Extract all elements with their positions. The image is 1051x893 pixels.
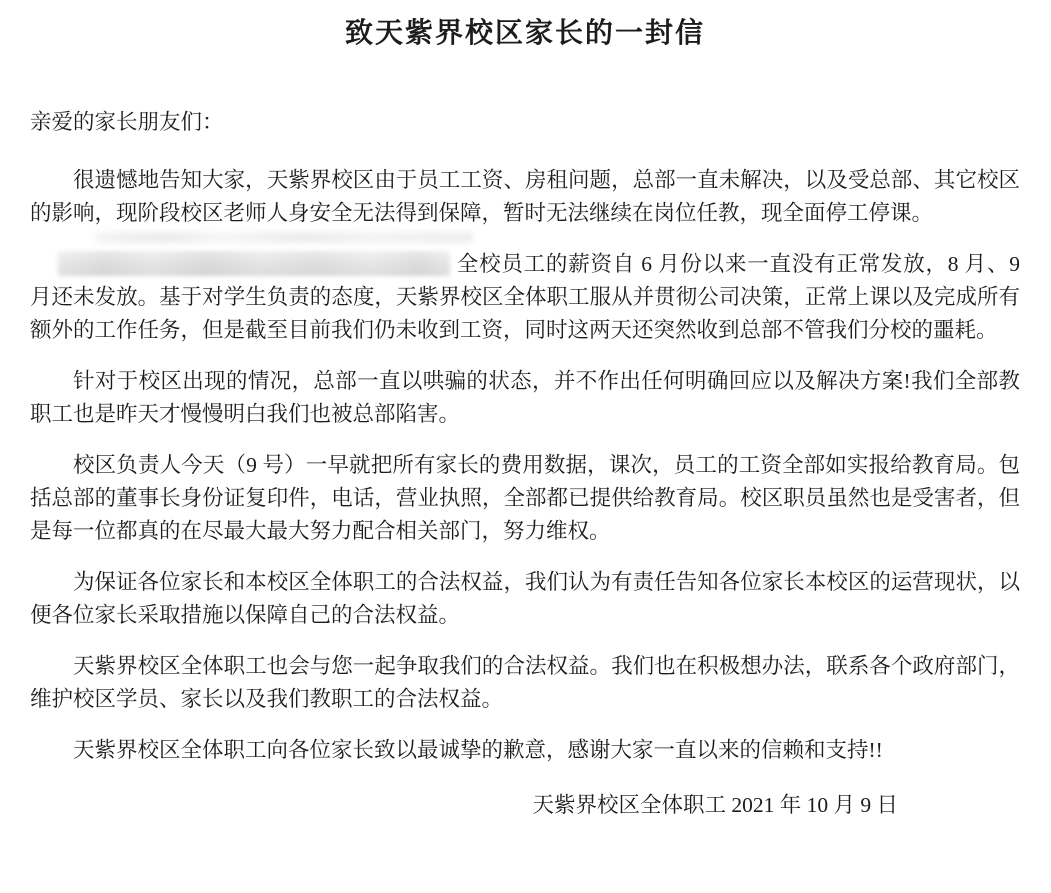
paragraph-7: 天紫界校区全体职工向各位家长致以最诚挚的歉意，感谢大家一直以来的信赖和支持!!: [73, 738, 883, 762]
paragraph-3: 针对于校区出现的情况，总部一直以哄骗的状态，并不作出任何明确回应以及解决方案!我们全部教职工也是昨天才慢慢明白我们也被总部陷害。: [30, 369, 1020, 426]
paragraph-2: [30, 248, 1020, 347]
redaction-smudge-top: [95, 232, 473, 243]
paragraph-4: 校区负责人今天（9 号）一早就把所有家长的费用数据，课次，员工的工资全部如实报给教育局。包括总部的董事长身份证复印件，电话，营业执照，全部都已提供给教育局。校区职员虽然也是受害者，但是每一位都真的在尽最大最大努力配合相关部门，努力维权。: [30, 453, 1020, 543]
paragraph-6: 天紫界校区全体职工也会与您一起争取我们的合法权益。我们也在积极想办法，联系各个政府部门，维护校区学员、家长以及我们教职工的合法权益。: [30, 654, 1020, 711]
signature-line: 天紫界校区全体职工 2021 年 10 月 9 日: [532, 793, 898, 817]
paragraph-5: 为保证各位家长和本校区全体职工的合法权益，我们认为有责任告知各位家长本校区的运营现状，以便各位家长采取措施以保障自己的合法权益。: [30, 570, 1020, 627]
redacted-text-block: [58, 251, 450, 276]
paragraph-2-text: 全校员工的薪资自 6 月份以来一直没有正常发放，8 月、9 月还未发放。基于对学生负责的态度，天紫界校区全体职工服从并贯彻公司决策，正常上课以及完成所有额外的工作任务，但是截至目前我们仍未收到工资，同时这两天还突然收到总部不管我们分校的噩耗。: [30, 252, 1020, 342]
paragraph-1: 很遗憾地告知大家，天紫界校区由于员工工资、房租问题，总部一直未解决，以及受总部、其它校区的影响，现阶段校区老师人身安全无法得到保障，暂时无法继续在岗位任教，现全面停工停课。: [30, 168, 1020, 225]
salutation: 亲爱的家长朋友们：: [30, 110, 224, 134]
letter-title: 致天紫界校区家长的一封信: [344, 18, 705, 49]
